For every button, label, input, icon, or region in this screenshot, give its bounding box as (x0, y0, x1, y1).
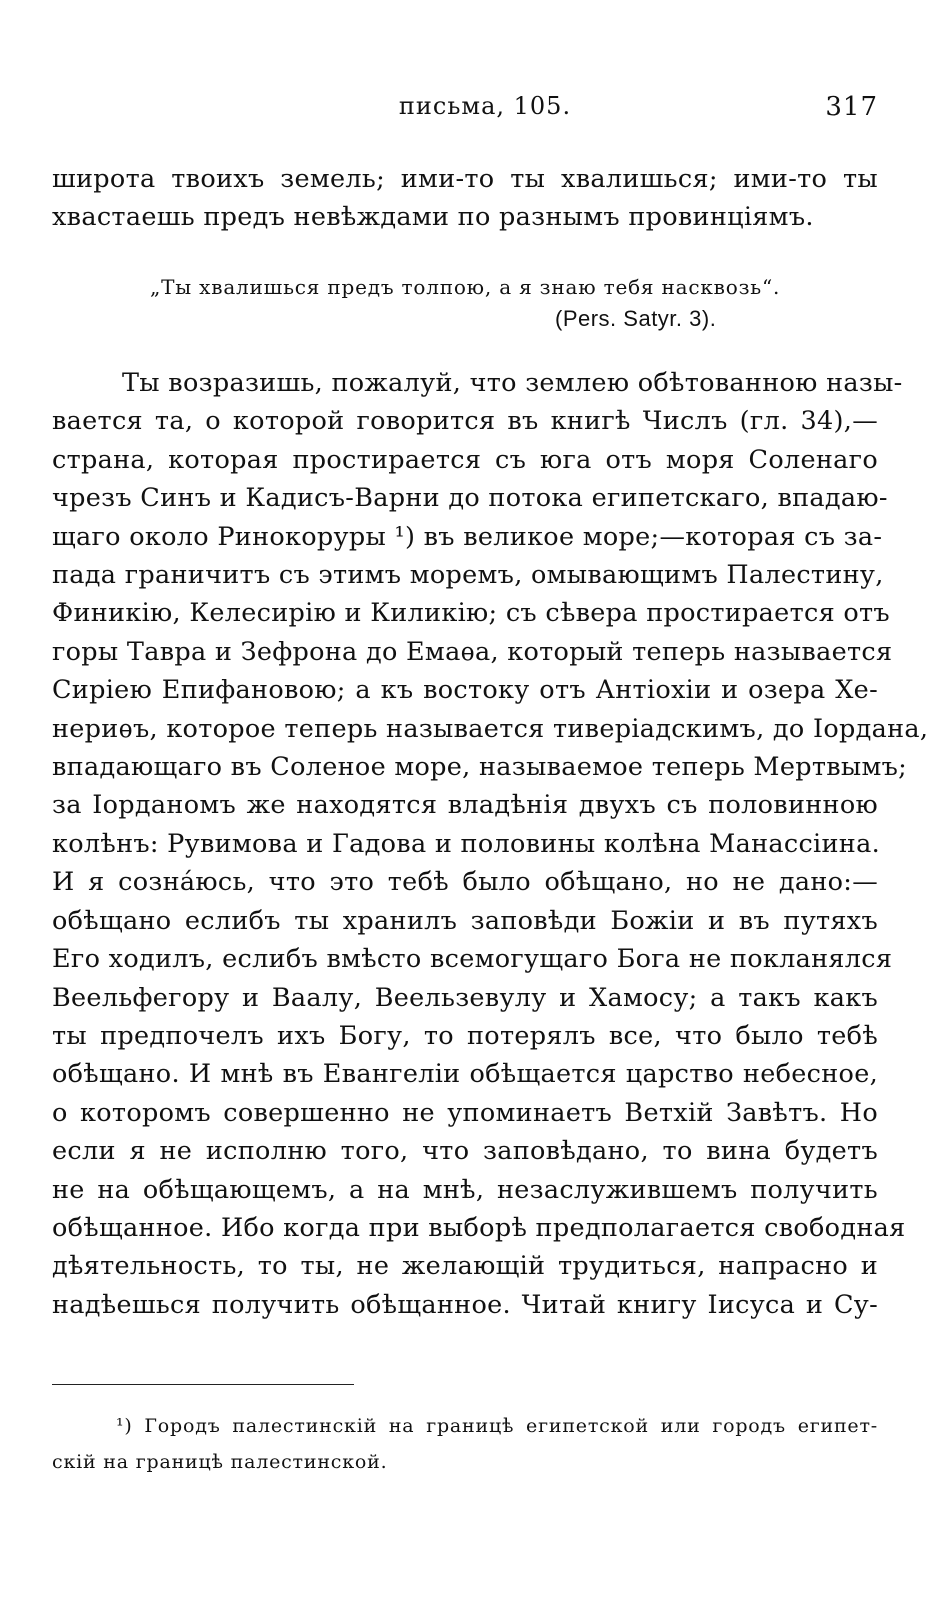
text-line: впадающаго въ Соленое море, называемое теперь Мертвымъ; (52, 752, 908, 783)
text-line: о которомъ совершенно не упоминаетъ Ветхій Завѣтъ. Но (52, 1097, 878, 1128)
footnote (52, 1408, 878, 1480)
text-line: обѣщано. И мнѣ въ Евангеліи обѣщается царство небесное, (52, 1059, 878, 1090)
text-line: Сиріею Епифановою; а къ востоку отъ Антіохіи и озера Хе- (52, 675, 878, 706)
footnote-line: скій на границѣ палестинской. (52, 1451, 388, 1473)
running-title: письма, 105. (398, 92, 572, 120)
text-line: обѣщанное. Ибо когда при выборѣ предполагается свободная (52, 1212, 906, 1243)
page-header (52, 92, 878, 126)
text-line: колѣнъ: Рувимова и Гадова и половины колѣна Манассіина. (52, 828, 881, 859)
text-line: Ты возразишь, пожалуй, что землею обѣтованною назы- (122, 368, 903, 398)
text-line: дѣятельность, то ты, не желающій трудиться, напрасно и (52, 1251, 878, 1282)
footnote-line: ¹) Городъ палестинскій на границѣ египетской или городъ египет- (116, 1415, 878, 1437)
page-number: 317 (825, 92, 878, 122)
paragraph-continuation (52, 160, 878, 237)
text-line: вается та, о которой говорится въ книгѣ Числъ (гл. 34),— (52, 406, 878, 437)
text-line: щаго около Ринокоруры ¹) въ великое море;—которая съ за- (52, 521, 883, 552)
text-line: Его ходилъ, еслибъ вмѣсто всемогущаго Бога не покланялся (52, 944, 893, 975)
text-line: Веельфегору и Ваалу, Веельзевулу и Хамосу; а такъ какъ (52, 982, 878, 1013)
text-line: пада граничитъ съ этимъ моремъ, омывающимъ Палестину, (52, 560, 884, 591)
text-line: если я не исполню того, что заповѣдано, то вина будетъ (52, 1136, 878, 1167)
footnote-divider (52, 1384, 354, 1385)
text-line: хвастаешь предъ невѣждами по разнымъ провинціямъ. (52, 202, 814, 233)
text-line: нериѳъ, которое теперь называется тиверіадскимъ, до Іордана, (52, 713, 929, 744)
epigraph-quote: „Ты хвалишься предъ толпою, а я знаю тебя насквозь“. (150, 275, 781, 299)
text-line: чрезъ Синъ и Кадисъ-Варни до потока египетскаго, впадаю- (52, 483, 888, 514)
text-line: Финикію, Келесирію и Киликію; съ сѣвера простирается отъ (52, 598, 890, 629)
text-line: страна, которая простирается съ юга отъ моря Соленаго (52, 444, 878, 475)
text-line: широта твоихъ земель; ими-то ты хвалишься; ими-то ты (52, 164, 878, 194)
text-line: ты предпочелъ ихъ Богу, то потерялъ все, что было тебѣ (52, 1020, 878, 1051)
text-line: горы Тавра и Зефрона до Емаѳа, который теперь называется (52, 636, 893, 667)
text-line: И я сознáюсь, что это тебѣ было обѣщано, но не дано:— (52, 867, 878, 898)
text-line: обѣщано еслибъ ты хранилъ заповѣди Божіи и въ путяхъ (52, 905, 878, 936)
text-line: за Іорданомъ же находятся владѣнія двухъ съ половинною (52, 790, 878, 821)
text-line: не на обѣщающемъ, а на мнѣ, незаслужившемъ получить (52, 1174, 878, 1205)
main-paragraph (52, 364, 929, 1324)
text-line: надѣешься получить обѣщанное. Читай книгу Іисуса и Су- (52, 1289, 878, 1320)
quote-source: (Pers. Satyr. 3). (555, 306, 717, 331)
